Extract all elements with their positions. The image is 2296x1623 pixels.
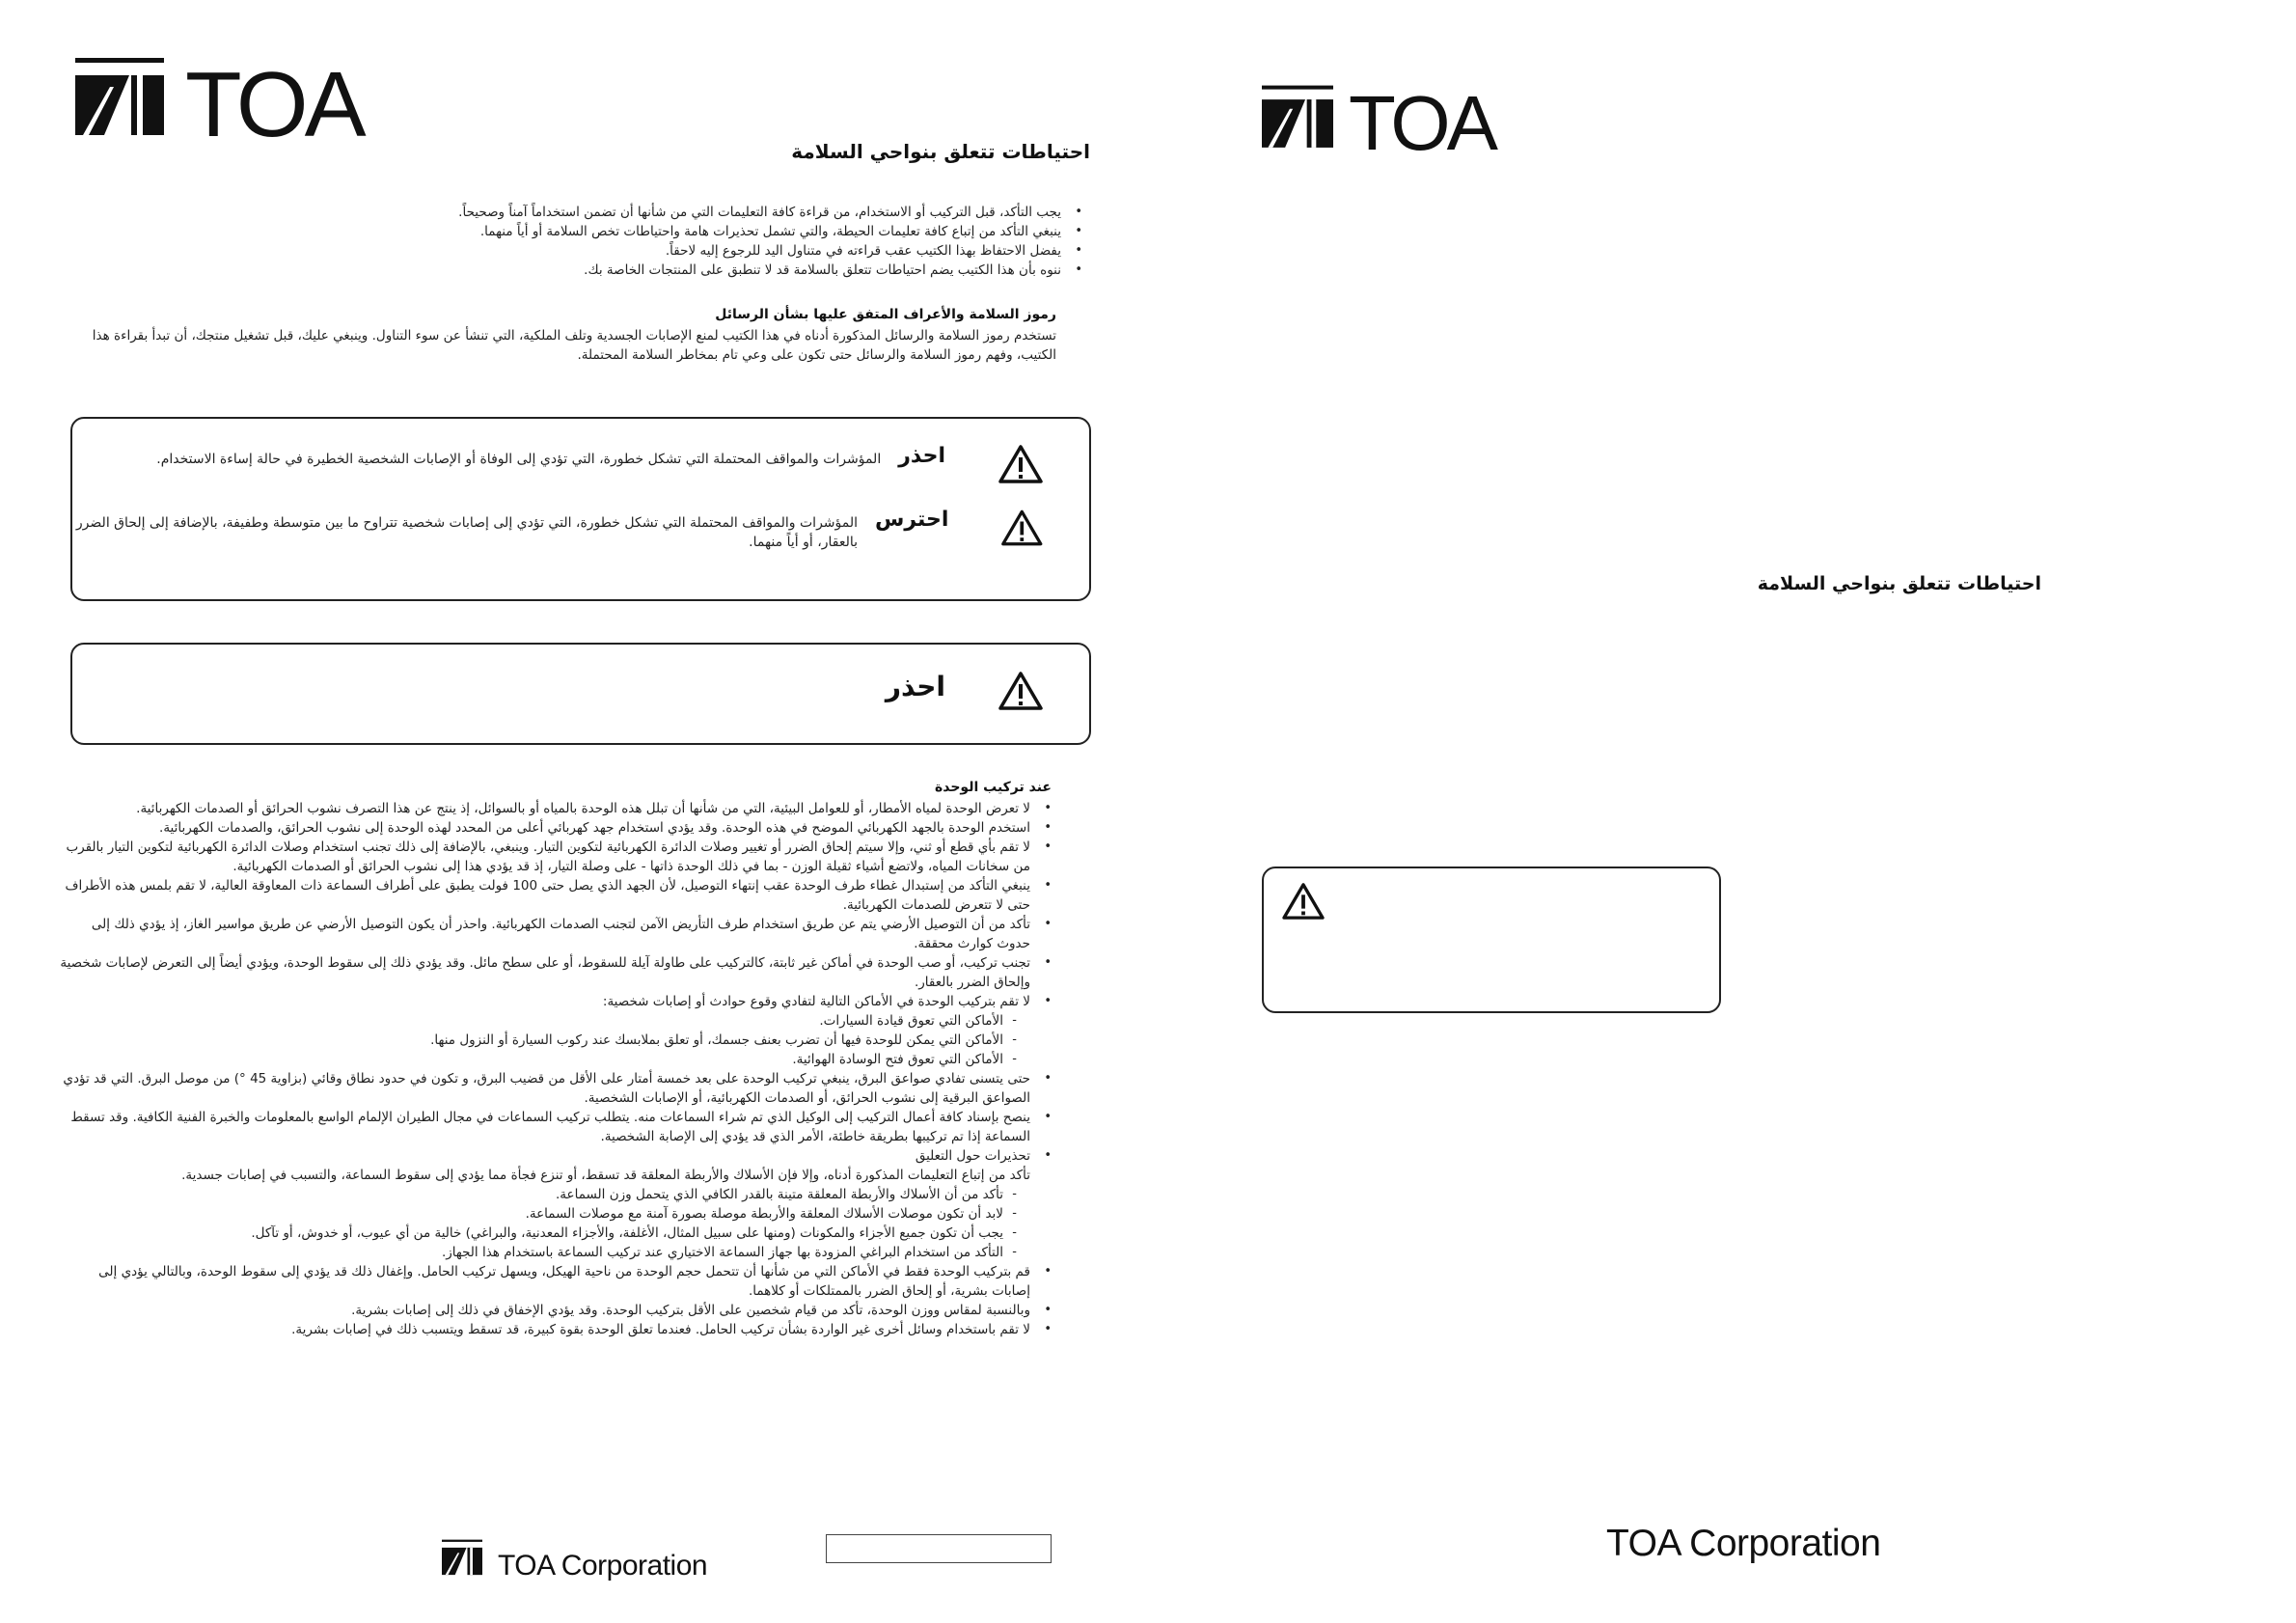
page-title: احتياطات تتعلق بنواحي السلامة [791,140,1090,163]
legend-warning-row [69,444,1044,484]
warning-label: احذر [898,444,945,468]
warning-triangle-icon [1000,508,1044,548]
right-footer-corporation: TOA Corporation [1606,1523,1881,1564]
rule-item: • استخدم الوحدة بالجهد الكهربائي الموضح في هذه الوحدة. وقد يؤدي استخدام جهد كهربائي أعلى من المحدد لهذه الوحدة إلى نشوب الحرائق، والصدمات الكهربائية. [56,818,1030,838]
intro-list [68,203,1082,280]
symbols-paragraph: تستخدم رموز السلامة والرسائل المذكورة أدناه في هذا الكتيب لمنع الإصابات الجسدية وتلف الملكية، التي تنشأ عن سوء التناول. وينبغي عليك، قبل تشغيل منتجك، أن تبدأ بقراءة هذا الكتيب، وفهم رموز السلامة والرسائل حتى تكون على وعي تام بمخاطر السلامة المحتملة. [92,328,1056,363]
right-page-title: احتياطات تتعلق بنواحي السلامة [1757,573,2041,594]
rule-item: • ينصح بإسناد كافة أعمال التركيب إلى الوكيل الذي تم شراء السماعات منه. يتطلب تركيب السماعات في مجال الطيران الإلمام الواسع بالمعلومات والخبرة الفنية الكافية. وقد تسقط السماعة إذا تم تركيبها بطريقة خاطئة، الأمر الذي قد يؤدي إلى الإصابة الشخصية. [56,1108,1030,1146]
rule-item: • لا تقم بتركيب الوحدة في الأماكن التالية لتفادي وقوع حوادث أو إصابات شخصية: [56,992,1030,1011]
install-heading: عند تركيب الوحدة [934,780,1052,795]
warning-triangle-icon [998,671,1044,711]
install-rules-list [56,799,1052,1339]
rule-item: • ينبغي التأكد من إستبدال غطاء طرف الوحدة عقب إنتهاء التوصيل، لأن الجهد الذي يصل حتى 100 فولت يطبق على أطراف السماعة ذات المعاوقة العالية، لا تقم بلمس هذه الأطراف حتى لا تتعرض للصدمات الكهربائية. [56,876,1030,915]
rule-item: • تأكد من أن التوصيل الأرضي يتم عن طريق استخدام طرف التأريض الآمن لتجنب الصدمات الكهربائية. واحذر أن يكون التوصيل الأرضي عن طريق مواسير الغاز، إذ يؤدي ذلك إلى حدوث كوارث محققة. [56,915,1030,953]
legend-caution-row [69,508,1044,552]
rule-sub-item: - يجب أن تكون جميع الأجزاء والمكونات (ومنها على سبيل المثال، الأغلفة، والأجزاء المعدنية، والبراغي) خالية من أي عيوب، أو خدوش، أو تآكل. [56,1224,1030,1243]
footer-corporation: TOA Corporation [498,1550,708,1582]
list-item: • ننوه بأن هذا الكتيب يضم احتياطات تتعلق بالسلامة قد لا تنطبق على المنتجات الخاصة بك. [68,261,1061,280]
toa-logo-icon [1262,85,1333,162]
brand-wordmark: TOA [185,53,363,156]
rule-sub-item: - الأماكن التي تعوق فتح الوسادة الهوائية. [56,1050,1030,1069]
rule-sub-item: - لابد أن تكون موصلات الأسلاك المعلقة والأربطة موصلة بصورة آمنة مع موصلات السماعة. [56,1204,1030,1224]
rule-item: • لا تقم باستخدام وسائل أخرى غير الواردة بشأن تركيب الحامل. فعندما تعلق الوحدة بقوة كبيرة، قد تسقط ويتسبب ذلك في إصابات بشرية. [56,1320,1030,1339]
rule-sub-item: - الأماكن التي تعوق قيادة السيارات. [56,1011,1030,1031]
toa-logo-icon [442,1539,482,1583]
right-toa-logo [1262,80,1495,166]
code-box [826,1534,1052,1563]
symbols-heading: رموز السلامة والأعراف المتفق عليها بشأن الرسائل [715,307,1056,322]
rule-item: • حتى يتسنى تفادي صواعق البرق، ينبغي تركيب الوحدة على بعد خمسة أمتار على الأقل من قضيب البرق، و تكون في حدود نطاق وقائي (بزاوية 45 °) من موصل البرق. التي قد تؤدي الصواعق البرقية إلى نشوب الحرائق، أو الصدمات الكهربائية، أو الإصابات الشخصية. [56,1069,1030,1108]
rule-item: • لا تقم بأي قطع أو ثني، وإلا سيتم إلحاق الضرر أو تغيير وصلات الدائرة الكهربائية لتكوين التيار. وينبغي، بالإضافة إلى ذلك تجنب استخدام وصلات الدائرة الكهربائية لتكوين التيار بالقرب من سخانات المياه، ولاتضع أشياء ثقيلة الوزن - بما في ذلك الوحدة ذاتها - على وصلة التيار، إذ قد يؤدي هذا إلى نشوب الحرائق أو الصدمات الكهربائية. [56,838,1030,876]
list-item: • يجب التأكد، قبل التركيب أو الاستخدام، من قراءة كافة التعليمات التي من شأنها أن تضمن استخداماً آمناً وصحيحاً. [68,203,1061,222]
rule-item: • قم بتركيب الوحدة فقط في الأماكن التي من شأنها أن تتحمل حجم الوحدة من ناحية الهيكل، ويسهل تركيب الحامل. وإغفال ذلك قد يؤدي إلى سقوط الوحدة، وبالتالي يؤدي إلى إصابات بشرية، أو إلحاق الضرر بالممتلكات أو كلاهما. [56,1262,1030,1301]
warning-triangle-icon [1281,882,1326,921]
warning-description: المؤشرات والمواقف المحتملة التي تشكل خطورة، التي تؤدي إلى الوفاة أو الإصابات الشخصية الخطيرة في حالة إساءة الاستخدام. [156,452,882,467]
caution-description: المؤشرات والمواقف المحتملة التي تشكل خطورة، التي تؤدي إلى إصابات شخصية تتراوح ما بين متوسطة وطفيفة، بالإضافة إلى إلحاق الضرر بالعقار، أو أياً منهما. [75,515,859,550]
list-item: • يفضل الاحتفاظ بهذا الكتيب عقب قراءته في متناول اليد للرجوع إليه لاحقاً. [68,241,1061,261]
warning-triangle-icon [998,444,1044,484]
rule-item: • وبالنسبة لمقاس ووزن الوحدة، تأكد من قيام شخصين على الأقل بتركيب الوحدة. وقد يؤدي الإخفاق في ذلك إلى إصابات بشرية. [56,1301,1030,1320]
rule-item: • لا تعرض الوحدة لمياه الأمطار، أو للعوامل البيئية، التي من شأنها أن تبلل هذه الوحدة بالمياه أو بالسوائل، إذ ينتج عن هذا التصرف نشوب الحرائق أو الصدمات الكهربائية. [56,799,1030,818]
rule-item: • تجنب تركيب، أو صب الوحدة في أماكن غير ثابتة، كالتركيب على طاولة آيلة للسقوط، أو على سطح مائل. وقد يؤدي ذلك إلى سقوط الوحدة، ويؤدي أيضاً إلى التعرض لإصابات شخصية وإلحاق الضرر بالعقار. [56,953,1030,992]
caution-label: احترس [875,508,949,532]
toa-logo-icon [75,58,164,152]
rule-sub-item: - الأماكن التي يمكن للوحدة فيها أن تضرب بعنف جسمك، أو تعلق بملابسك عند ركوب السيارة أو النزول منها. [56,1031,1030,1050]
rule-sub-item: - تأكد من أن الأسلاك والأربطة المعلقة متينة بالقدر الكافي الذي يتحمل وزن السماعة. [56,1185,1030,1204]
left-toa-logo [75,53,363,156]
left-footer-logo [442,1539,707,1583]
right-warning-box [1262,867,1721,1013]
list-item: • ينبغي التأكد من إتباع كافة تعليمات الحيطة، والتي تشمل تحذيرات هامة واحتياطات تخص السلامة أو أياً منهما. [68,222,1061,241]
rule-sub-item: - التأكد من استخدام البراغي المزودة بها جهاز السماعة الاختياري عند تركيب السماعة باستخدام هذا الجهاز. [56,1243,1030,1262]
brand-wordmark: TOA [1349,80,1495,166]
warning-box-label: احذر [885,671,945,702]
rule-item: • تحذيرات حول التعليق [56,1146,1030,1166]
rule-paragraph: تأكد من إتباع التعليمات المذكورة أدناه، وإلا فإن الأسلاك والأربطة المعلقة قد تسقط، أو تنزع فجأة مما يؤدي إلى سقوط السماعة، والتسبب في إصابات جسدية. [181,1168,1030,1183]
warning-box-header [886,671,1044,711]
